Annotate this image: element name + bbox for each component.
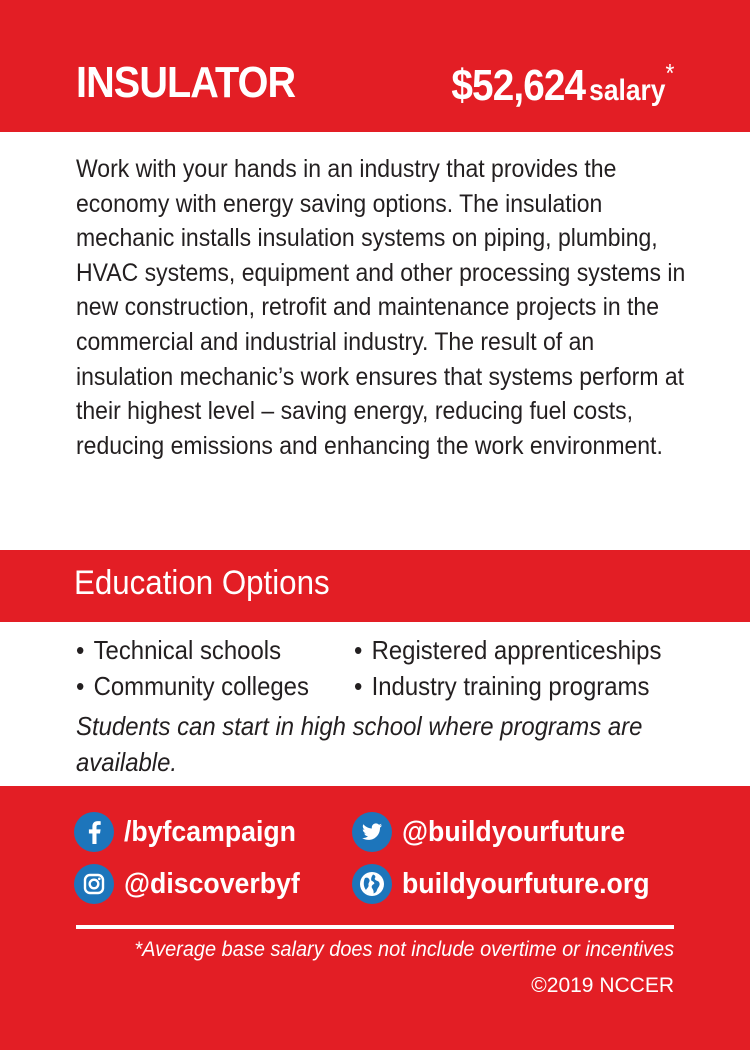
job-description: Work with your hands in an industry that provides the economy with energy saving options. The insulation mechanic installs insulation systems on piping, plumbing, HVAC systems, equipment and other processing systems in new construction, retrofit and maintenance projects in the commercial and industrial industry. The result of an insulation mechanic’s work ensures that systems perform at their highest level – saving energy, reducing fuel costs, reducing emissions and enhancing the work environment. <box>76 155 686 460</box>
education-note: Students can start in high school where programs are available. <box>76 711 643 777</box>
header-band <box>0 0 750 132</box>
footer-divider <box>76 925 674 929</box>
twitter-handle: @buildyourfuture <box>402 815 626 848</box>
website-link[interactable] <box>352 864 671 904</box>
facebook-icon <box>74 812 114 852</box>
education-title: Education Options <box>74 564 330 602</box>
twitter-icon <box>352 812 392 852</box>
education-band <box>0 550 750 622</box>
education-list-left <box>76 632 309 704</box>
job-title: INSULATOR <box>76 58 296 107</box>
globe-icon <box>352 864 392 904</box>
salary <box>451 58 674 111</box>
copyright: ©2019 NCCER <box>531 974 674 997</box>
instagram-link[interactable] <box>74 864 315 904</box>
facebook-handle: /byfcampaign <box>124 815 296 848</box>
education-option: • Industry training programs <box>354 668 661 704</box>
footer-band <box>0 786 750 1050</box>
salary-unit: salary <box>588 74 666 107</box>
education-option: • Technical schools <box>76 632 309 668</box>
website-url: buildyourfuture.org <box>402 867 650 900</box>
salary-amount: $52,624 <box>451 61 585 110</box>
salary-footnote-mark: * <box>665 58 674 88</box>
education-option: • Registered apprenticeships <box>354 632 661 668</box>
salary-disclaimer: *Average base salary does not include overtime or incentives <box>134 938 674 961</box>
instagram-icon <box>74 864 114 904</box>
education-list-right <box>354 632 661 704</box>
education-option: • Community colleges <box>76 668 309 704</box>
twitter-link[interactable] <box>352 812 645 852</box>
instagram-handle: @discoverbyf <box>124 867 300 900</box>
facebook-link[interactable] <box>74 812 311 852</box>
